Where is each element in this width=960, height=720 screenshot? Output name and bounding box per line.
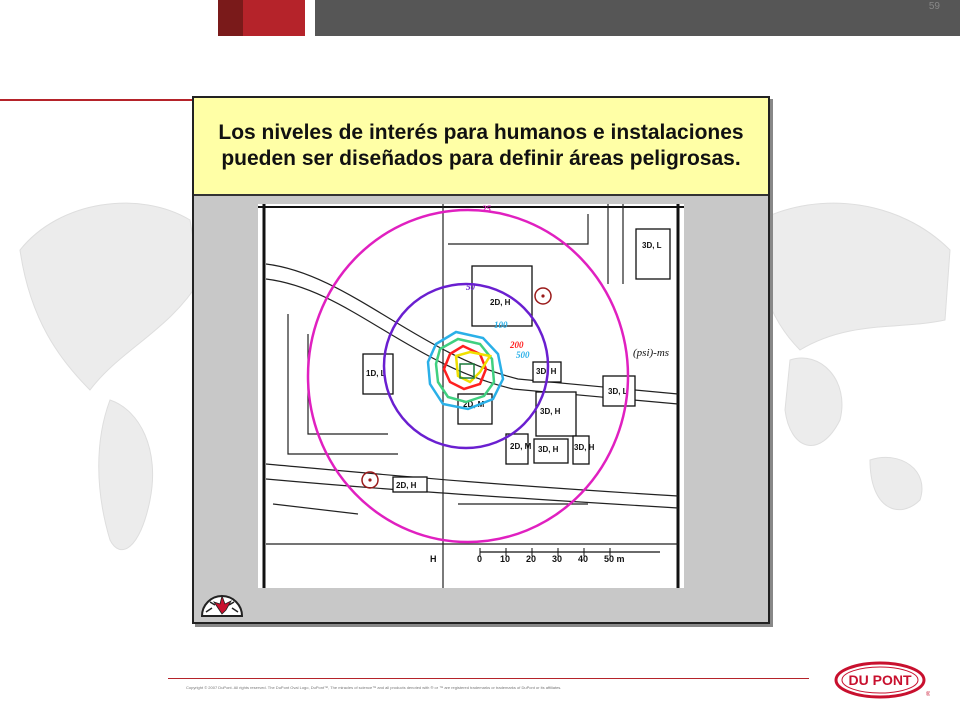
- dupont-oval-logo: [834, 660, 930, 700]
- copyright-text: Copyright © 2007 DuPont. All rights reserved. The DuPont Oval Logo, DuPont™, The miracles of science™ and all products denoted with ® or ™ are registered trademarks or trademarks of DuPont or its affiliates.: [186, 685, 562, 690]
- top-bar-red-segment: [243, 0, 305, 36]
- building-label: 3D, H: [538, 445, 559, 454]
- building-label: 3D, L: [642, 241, 662, 250]
- red-rule-top: [0, 99, 192, 101]
- building-label: 3D, H: [574, 443, 595, 452]
- building-label: 2D, H: [396, 481, 417, 490]
- scale-label: 0: [477, 554, 483, 564]
- building-label: 3D, H: [536, 367, 557, 376]
- explosion-seal-icon: [198, 588, 246, 618]
- contour-label-50: 50: [466, 282, 475, 292]
- logo-text: DU PONT: [848, 672, 912, 688]
- svg-text:®: ®: [926, 692, 930, 698]
- building-label: 2D, H: [490, 298, 511, 307]
- building-label: 2D, M: [463, 400, 485, 409]
- scale-label: 10: [500, 554, 511, 564]
- slide-number: 59: [928, 1, 940, 12]
- building-label: 3D, L: [608, 387, 628, 396]
- scale-label: 40: [578, 554, 589, 564]
- contour-label-500: 500: [516, 350, 530, 360]
- site-plan-drawing: [258, 204, 684, 588]
- contour-label-100: 100: [494, 320, 508, 330]
- slide-title: Los niveles de interés para humanos e instalaciones pueden ser diseñados para definir áreas peligrosas.: [194, 98, 768, 196]
- building-label: 1D, L: [366, 369, 386, 378]
- top-bar-white-segment: [305, 0, 315, 36]
- content-panel: [192, 96, 770, 624]
- contour-label-25: 25: [482, 204, 491, 214]
- building-label: 2D, M: [510, 442, 532, 451]
- scale-label: H: [430, 554, 437, 564]
- pipe-label: (psi)-ms: [633, 347, 670, 359]
- building-2dh-top: [472, 266, 532, 326]
- contour-label-200: 200: [510, 340, 524, 350]
- top-bar: [218, 0, 960, 36]
- scale-label: 20: [526, 554, 537, 564]
- top-bar-dark-red-segment: [218, 0, 243, 36]
- scale-label: 30: [552, 554, 563, 564]
- building-3dl: [636, 229, 670, 279]
- building-label: 3D, H: [540, 407, 561, 416]
- scale-label: 50 m: [604, 554, 625, 564]
- red-rule-bottom: [168, 678, 809, 679]
